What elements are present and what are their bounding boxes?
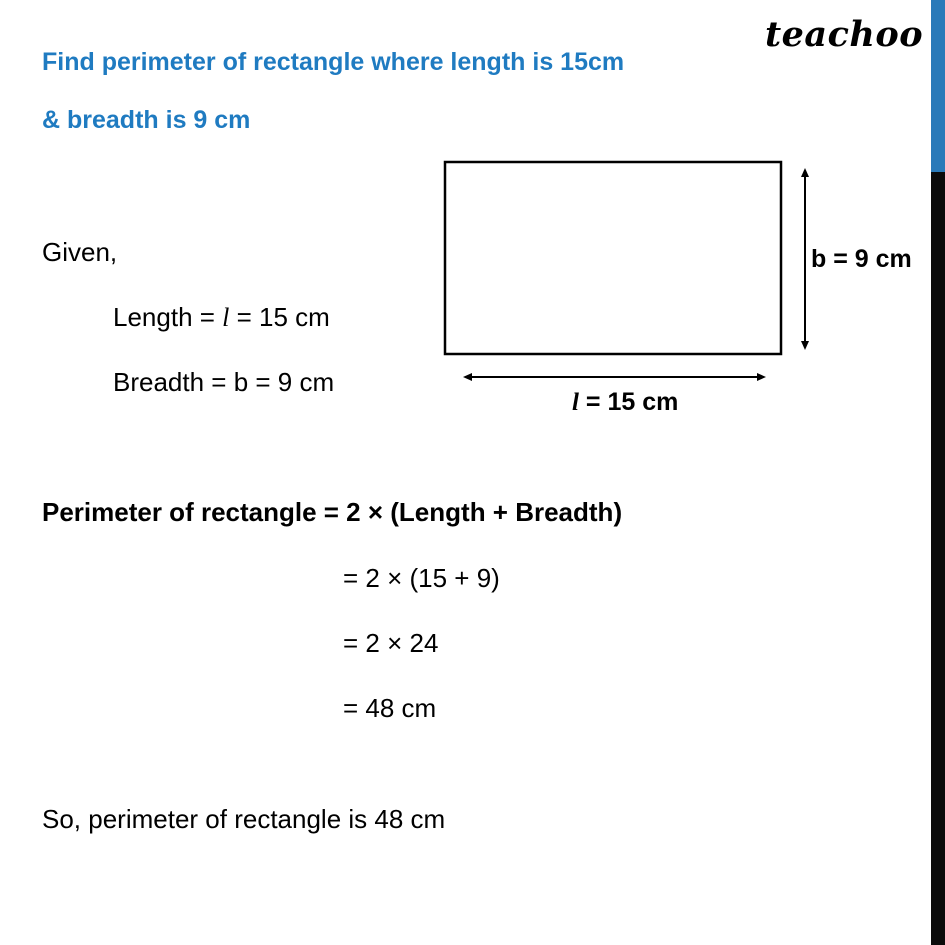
- question-line-2: & breadth is 9 cm: [42, 106, 251, 134]
- solution-step-2: = 2 × 24: [343, 628, 439, 658]
- given-length-suffix: = 15 cm: [229, 302, 330, 332]
- teachoo-logo: teachoo: [765, 14, 924, 55]
- given-length-variable: l: [222, 303, 230, 332]
- rectangle-shape: [445, 162, 781, 354]
- given-breadth: Breadth = b = 9 cm: [113, 367, 335, 397]
- length-label: [572, 388, 678, 417]
- breadth-label: b = 9 cm: [811, 245, 912, 273]
- perimeter-formula: Perimeter of rectangle = 2 × (Length + Breadth): [42, 497, 623, 527]
- given-heading: Given,: [42, 237, 118, 267]
- solution-step-1: = 2 × (15 + 9): [343, 563, 500, 593]
- question-line-1: Find perimeter of rectangle where length is 15cm: [42, 48, 625, 76]
- length-label-suffix: = 15 cm: [578, 388, 679, 416]
- given-length-prefix: Length =: [113, 302, 223, 332]
- conclusion-text: So, perimeter of rectangle is 48 cm: [42, 804, 446, 834]
- length-label-variable: l: [572, 389, 579, 416]
- solution-step-3: = 48 cm: [343, 693, 437, 723]
